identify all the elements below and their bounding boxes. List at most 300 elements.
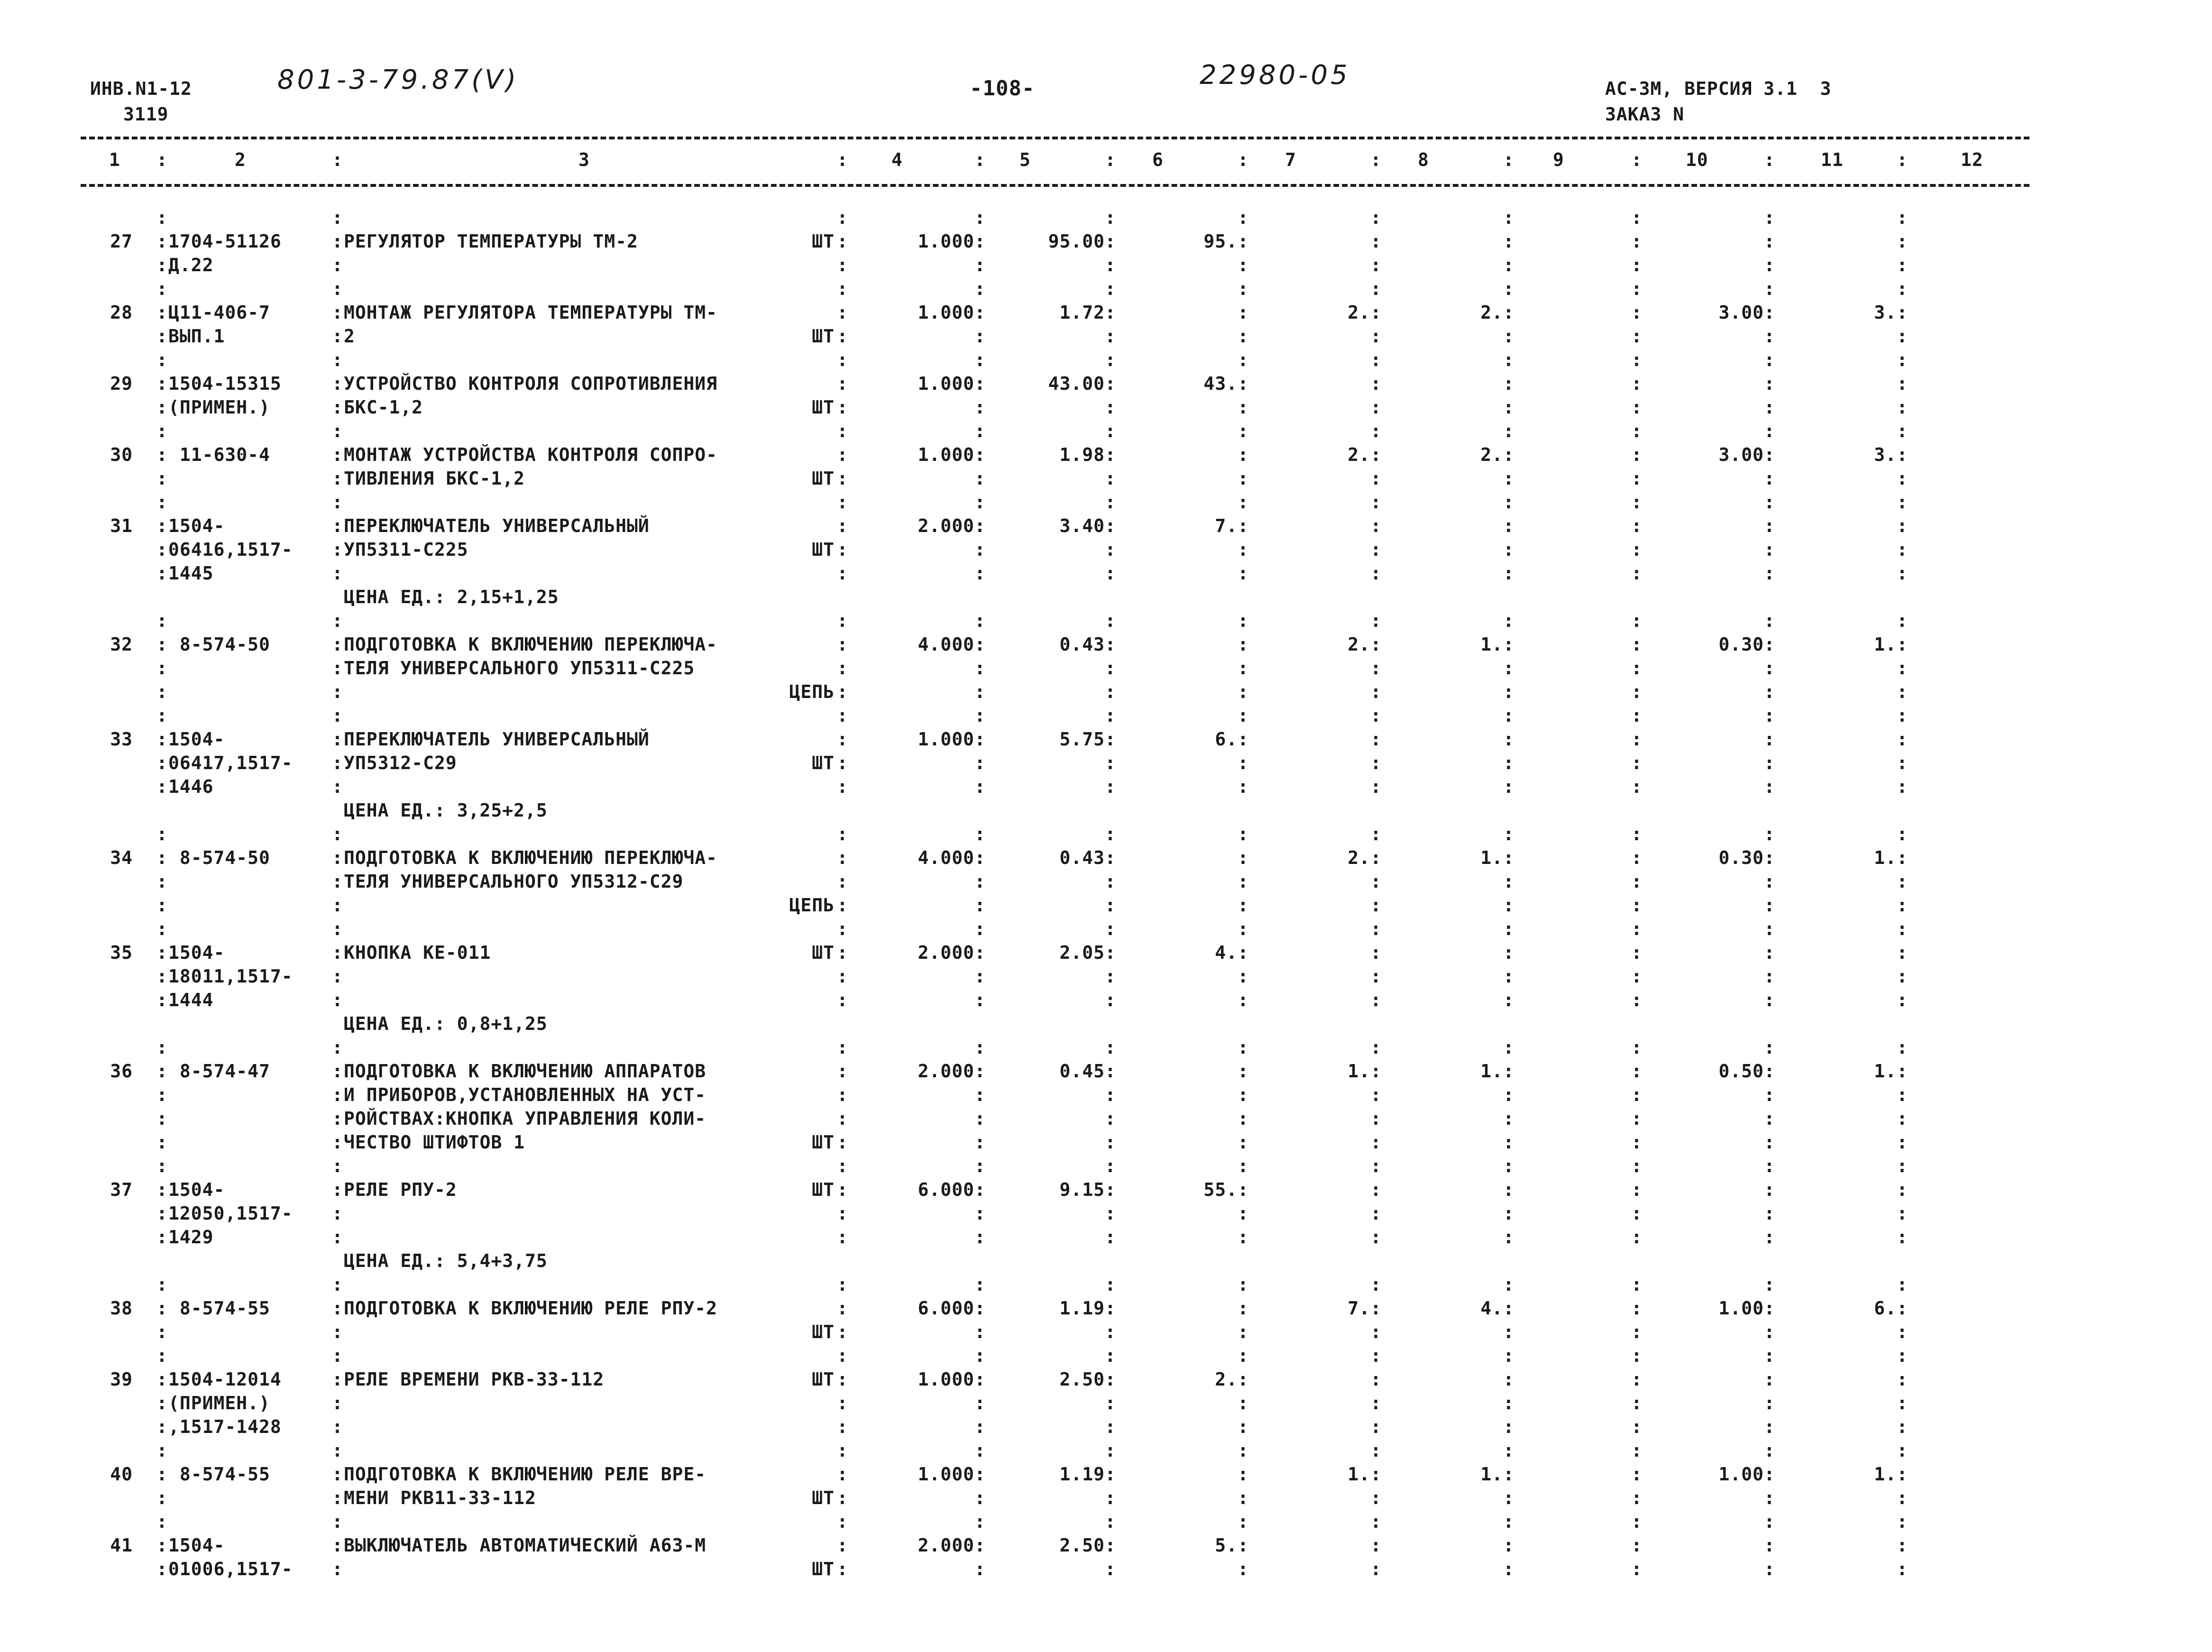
column-separator: : (332, 1179, 343, 1200)
quantity-value: 1.000 (918, 373, 974, 394)
column-separator: : (1897, 1487, 1908, 1508)
item-code: 18011,1517- (168, 966, 293, 987)
item-description: ВЫКЛЮЧАТЕЛЬ АВТОМАТИЧЕСКИЙ А63-М (344, 1535, 707, 1556)
column-separator: : (1764, 563, 1775, 584)
column-separator: : (974, 1345, 986, 1366)
column-separator: : (1503, 1274, 1514, 1295)
item-code: (ПРИМЕН.) (168, 397, 270, 418)
column-separator: : (1503, 1416, 1514, 1437)
column-header-5: 5 (1019, 149, 1031, 170)
column-separator: : (1631, 705, 1643, 726)
column-separator: : (1370, 1345, 1382, 1366)
column-separator: : (974, 492, 986, 513)
unit-label: ШТ (812, 753, 835, 773)
column-separator: : (1105, 1535, 1116, 1556)
column-separator: : (1503, 729, 1514, 750)
column-separator: : (1105, 468, 1116, 489)
quantity-value: 1.000 (918, 729, 974, 750)
quantity-value: 2.000 (918, 515, 974, 536)
item-description: ТЕЛЯ УНИВЕРСАЛЬНОГО УП5311-С225 (344, 658, 695, 679)
column-separator: : (1503, 515, 1514, 536)
item-code: 1504- (168, 729, 225, 750)
column-separator: : (1503, 468, 1514, 489)
column-separator: : (974, 610, 986, 631)
column-separator: : (1105, 515, 1116, 536)
column-separator: : (974, 847, 986, 868)
column-separator: : (1503, 1037, 1514, 1058)
column-separator: : (156, 1156, 168, 1176)
column-separator: : (1631, 681, 1643, 702)
column-separator: : (1105, 1274, 1116, 1295)
column-separator: : (1503, 255, 1514, 275)
column-separator: : (1764, 705, 1775, 726)
column-separator: : (1105, 1393, 1116, 1413)
column-separator: : (1764, 1416, 1775, 1437)
column-separator: : (1897, 539, 1908, 560)
column-separator: : (156, 349, 168, 370)
column-separator: : (1105, 1037, 1116, 1058)
column-separator: : (332, 1559, 343, 1579)
inventory-number: 3119 (123, 104, 169, 125)
column-separator: : (156, 1037, 168, 1058)
column-separator: : (1897, 918, 1908, 939)
column-separator: : (332, 1227, 343, 1248)
column-separator: : (1764, 326, 1775, 347)
column-separator: : (1764, 1393, 1775, 1413)
column-separator: : (1503, 492, 1514, 513)
column-separator: : (1238, 1369, 1249, 1390)
column-separator: : (156, 871, 168, 892)
unit-price-note: ЦЕНА ЕД.: 5,4+3,75 (344, 1250, 548, 1271)
column-separator: : (1897, 776, 1908, 797)
column-separator: : (332, 326, 343, 347)
item-description: ПОДГОТОВКА К ВКЛЮЧЕНИЮ ПЕРЕКЛЮЧА- (344, 634, 717, 655)
column-separator: : (156, 1132, 168, 1153)
column-separator: : (1764, 444, 1775, 465)
column-separator: : (1105, 990, 1116, 1010)
quantity-value: 6.000 (918, 1298, 974, 1319)
column-separator: : (1238, 444, 1249, 465)
column-separator: : (1503, 658, 1514, 679)
column-separator: : (1631, 255, 1643, 275)
column-separator: : (1764, 1108, 1775, 1129)
column-separator: : (1764, 515, 1775, 536)
column-separator: : (1764, 1559, 1775, 1579)
column-separator: : (1897, 1559, 1908, 1579)
column-separator: : (974, 753, 986, 773)
column-separator: : (1764, 966, 1775, 987)
item-code: 1504- (168, 1535, 225, 1556)
column-separator: : (1503, 610, 1514, 631)
column-separator: : (1897, 1535, 1908, 1556)
column-separator: : (1238, 1535, 1249, 1556)
row-number: 30 (110, 444, 133, 465)
col8-value: 1. (1480, 1464, 1503, 1485)
column-separator: : (1503, 207, 1514, 228)
column-separator: : (156, 1464, 168, 1485)
column-separator: : (156, 1274, 168, 1295)
column-separator: : (1105, 1322, 1116, 1342)
column-separator: : (1503, 444, 1514, 465)
column-separator: : (156, 942, 168, 963)
column-separator: : (1105, 539, 1116, 560)
column-separator: : (1631, 1440, 1643, 1461)
item-description: ПОДГОТОВКА К ВКЛЮЧЕНИЮ РЕЛЕ РПУ-2 (344, 1298, 717, 1319)
column-separator: : (837, 918, 848, 939)
column-separator: : (1238, 302, 1249, 323)
column-separator: : (1105, 1061, 1116, 1082)
total-cost-value: 7. (1215, 515, 1238, 536)
column-separator: : (1503, 1511, 1514, 1532)
column-separator: : (1370, 421, 1382, 441)
column-separator: : (332, 1369, 343, 1390)
column-separator: : (837, 776, 848, 797)
unit-price-value: 5.75 (1059, 729, 1105, 750)
column-separator: : (156, 207, 168, 228)
column-separator: : (1764, 302, 1775, 323)
column-separator: : (1764, 1511, 1775, 1532)
column-separator: : (837, 1440, 848, 1461)
column-separator: : (1105, 681, 1116, 702)
column-separator: : (1105, 1298, 1116, 1319)
column-separator: : (1238, 681, 1249, 702)
column-separator: : (974, 1416, 986, 1437)
col7-value: 2. (1348, 847, 1370, 868)
column-separator: : (1370, 729, 1382, 750)
column-separator: : (1238, 1487, 1249, 1508)
column-separator: : (837, 1203, 848, 1224)
column-separator: : (974, 373, 986, 394)
item-code: ВЫП.1 (168, 326, 225, 347)
column-separator: : (1631, 847, 1643, 868)
column-separator: : (837, 824, 848, 844)
column-separator: : (332, 539, 343, 560)
column-separator: : (156, 895, 168, 916)
col11-value: 1. (1874, 1464, 1897, 1485)
column-separator: : (837, 729, 848, 750)
column-separator: : (974, 1511, 986, 1532)
column-separator: : (1897, 966, 1908, 987)
total-cost-value: 95. (1203, 231, 1238, 252)
column-separator: : (974, 1061, 986, 1082)
col8-value: 1. (1480, 847, 1503, 868)
column-separator: : (1897, 515, 1908, 536)
column-separator: : (332, 847, 343, 868)
column-separator: : (1631, 1108, 1643, 1129)
item-description: ТЕЛЯ УНИВЕРСАЛЬНОГО УП5312-С29 (344, 871, 684, 892)
quantity-value: 1.000 (918, 1369, 974, 1390)
col10-value: 3.00 (1718, 302, 1764, 323)
column-separator: : (1631, 634, 1643, 655)
column-separator: : (1105, 729, 1116, 750)
column-separator: : (1764, 349, 1775, 370)
column-header-4: 4 (891, 149, 903, 170)
column-separator: : (837, 278, 848, 299)
column-separator: : (332, 1464, 343, 1485)
column-separator: : (1631, 871, 1643, 892)
column-separator: : (1503, 871, 1514, 892)
column-separator: : (1897, 681, 1908, 702)
column-separator: : (1370, 373, 1382, 394)
column-separator: : (837, 990, 848, 1010)
column-separator: : (332, 753, 343, 773)
column-separator: : (1370, 1535, 1382, 1556)
column-separator: : (1897, 753, 1908, 773)
column-separator: : (332, 634, 343, 655)
column-separator: : (1370, 847, 1382, 868)
column-separator: : (156, 847, 168, 868)
column-separator: : (1764, 1440, 1775, 1461)
column-separator: : (1631, 824, 1643, 844)
item-code: 1504-12014 (168, 1369, 282, 1390)
column-separator: : (1631, 1369, 1643, 1390)
unit-price-value: 1.98 (1059, 444, 1105, 465)
column-separator: : (1238, 871, 1249, 892)
column-separator: : (332, 397, 343, 418)
column-separator: : (1897, 1393, 1908, 1413)
col11-value: 3. (1874, 444, 1897, 465)
column-separator: : (1631, 302, 1643, 323)
column-separator: : (156, 1535, 168, 1556)
column-separator: : (1370, 681, 1382, 702)
column-separator: : (1370, 753, 1382, 773)
order-label: ЗАКАЗ N (1605, 104, 1685, 125)
column-separator: : (1503, 1369, 1514, 1390)
column-separator: : (156, 634, 168, 655)
column-separator: : (1631, 515, 1643, 536)
column-separator: : (1764, 397, 1775, 418)
column-separator: : (974, 1108, 986, 1129)
column-separator: : (1105, 1345, 1116, 1366)
column-separator: : (332, 468, 343, 489)
column-separator: : (1503, 681, 1514, 702)
column-separator: : (1370, 705, 1382, 726)
column-separator: : (1370, 1132, 1382, 1153)
column-separator: : (1764, 610, 1775, 631)
unit-label: ШТ (812, 1487, 835, 1508)
column-separator: : (837, 1322, 848, 1342)
column-separator: : (1238, 492, 1249, 513)
column-separator: : (1503, 990, 1514, 1010)
column-separator: : (1503, 1179, 1514, 1200)
column-separator: : (1764, 373, 1775, 394)
column-separator: : (156, 149, 168, 170)
column-separator: : (1105, 1132, 1116, 1153)
column-separator: : (156, 1179, 168, 1200)
column-separator: : (1370, 563, 1382, 584)
column-separator: : (1631, 1535, 1643, 1556)
column-separator: : (332, 1156, 343, 1176)
column-separator: : (837, 468, 848, 489)
unit-label: ШТ (812, 1132, 835, 1153)
column-separator: : (156, 1416, 168, 1437)
column-separator: : (1503, 1559, 1514, 1579)
column-separator: : (1105, 492, 1116, 513)
column-separator: : (1238, 278, 1249, 299)
col8-value: 2. (1480, 302, 1503, 323)
column-separator: : (974, 1227, 986, 1248)
total-cost-value: 6. (1215, 729, 1238, 750)
column-separator: : (1238, 776, 1249, 797)
stamp-number: 22980-05 (1200, 60, 1350, 91)
column-separator: : (974, 990, 986, 1010)
column-separator: : (332, 824, 343, 844)
column-separator: : (1631, 610, 1643, 631)
column-separator: : (156, 824, 168, 844)
unit-price-value: 2.50 (1059, 1535, 1105, 1556)
column-separator: : (332, 871, 343, 892)
column-separator: : (974, 1037, 986, 1058)
column-separator: : (1105, 658, 1116, 679)
column-separator: : (156, 1369, 168, 1390)
column-separator: : (1238, 1440, 1249, 1461)
column-separator: : (1370, 1511, 1382, 1532)
column-separator: : (837, 705, 848, 726)
column-separator: : (1238, 1322, 1249, 1342)
row-number: 39 (110, 1369, 133, 1390)
column-separator: : (1897, 871, 1908, 892)
column-separator: : (1503, 302, 1514, 323)
column-separator: : (156, 302, 168, 323)
column-separator: : (1238, 421, 1249, 441)
row-number: 38 (110, 1298, 133, 1319)
column-separator: : (1764, 255, 1775, 275)
column-separator: : (1370, 278, 1382, 299)
column-separator: : (1631, 1345, 1643, 1366)
column-separator: : (1503, 349, 1514, 370)
column-separator: : (1238, 990, 1249, 1010)
column-separator: : (1105, 824, 1116, 844)
column-separator: : (974, 1369, 986, 1390)
column-separator: : (974, 207, 986, 228)
row-number: 37 (110, 1179, 133, 1200)
column-separator: : (156, 1298, 168, 1319)
column-separator: : (1897, 397, 1908, 418)
column-separator: : (974, 824, 986, 844)
column-separator: : (1764, 1535, 1775, 1556)
column-separator: : (1503, 634, 1514, 655)
column-separator: : (332, 1108, 343, 1129)
column-separator: : (1631, 895, 1643, 916)
column-separator: : (1238, 1132, 1249, 1153)
item-code: 1504-15315 (168, 373, 282, 394)
column-separator: : (1105, 966, 1116, 987)
column-separator: : (837, 1487, 848, 1508)
column-separator: : (1631, 397, 1643, 418)
column-separator: : (1238, 1274, 1249, 1295)
column-separator: : (332, 705, 343, 726)
column-separator: : (332, 729, 343, 750)
column-separator: : (837, 1084, 848, 1105)
item-description: ПЕРЕКЛЮЧАТЕЛЬ УНИВЕРСАЛЬНЫЙ (344, 729, 650, 750)
column-separator: : (1370, 1322, 1382, 1342)
column-separator: : (156, 1487, 168, 1508)
column-separator: : (1503, 326, 1514, 347)
item-description: ПОДГОТОВКА К ВКЛЮЧЕНИЮ ПЕРЕКЛЮЧА- (344, 847, 717, 868)
column-separator: : (1764, 278, 1775, 299)
col8-value: 2. (1480, 444, 1503, 465)
column-separator: : (1105, 1464, 1116, 1485)
unit-label: ШТ (812, 1322, 835, 1342)
column-separator: : (1631, 421, 1643, 441)
row-number: 36 (110, 1061, 133, 1082)
column-separator: : (837, 681, 848, 702)
column-separator: : (1764, 492, 1775, 513)
column-separator: : (837, 1298, 848, 1319)
unit-price-value: 1.19 (1059, 1298, 1105, 1319)
column-separator: : (974, 1535, 986, 1556)
column-separator: : (1370, 1179, 1382, 1200)
column-separator: : (1238, 658, 1249, 679)
column-separator: : (837, 397, 848, 418)
column-separator: : (332, 990, 343, 1010)
column-separator: : (1764, 231, 1775, 252)
column-separator: : (974, 539, 986, 560)
item-code: 1504- (168, 942, 225, 963)
col7-value: 2. (1348, 302, 1370, 323)
column-separator: : (1897, 1061, 1908, 1082)
column-separator: : (1370, 1227, 1382, 1248)
column-separator: : (1503, 231, 1514, 252)
column-separator: : (156, 1203, 168, 1224)
column-separator: : (974, 918, 986, 939)
column-separator: : (1238, 705, 1249, 726)
column-separator: : (1238, 207, 1249, 228)
column-separator: : (1897, 1108, 1908, 1129)
column-separator: : (1238, 349, 1249, 370)
column-separator: : (837, 207, 848, 228)
unit-label: ШТ (812, 942, 835, 963)
column-separator: : (1370, 1203, 1382, 1224)
column-separator: : (837, 492, 848, 513)
column-separator: : (1764, 871, 1775, 892)
column-separator: : (837, 1393, 848, 1413)
quantity-value: 2.000 (918, 942, 974, 963)
column-separator: : (156, 705, 168, 726)
column-separator: : (837, 753, 848, 773)
column-separator: : (974, 1084, 986, 1105)
column-separator: : (837, 1559, 848, 1579)
column-separator: : (837, 515, 848, 536)
column-separator: : (1631, 207, 1643, 228)
column-separator: : (1503, 1061, 1514, 1082)
column-separator: : (1238, 149, 1249, 170)
column-separator: : (1370, 349, 1382, 370)
column-separator: : (156, 1227, 168, 1248)
column-separator: : (1370, 1393, 1382, 1413)
column-separator: : (1105, 1440, 1116, 1461)
column-separator: : (1238, 1227, 1249, 1248)
column-separator: : (1897, 1274, 1908, 1295)
column-separator: : (1370, 658, 1382, 679)
column-separator: : (1897, 942, 1908, 963)
column-separator: : (974, 1464, 986, 1485)
column-separator: : (1370, 1108, 1382, 1129)
column-separator: : (1897, 1132, 1908, 1153)
column-separator: : (1897, 1298, 1908, 1319)
column-separator: : (1897, 895, 1908, 916)
column-separator: : (837, 1132, 848, 1153)
column-separator: : (1631, 278, 1643, 299)
column-separator: : (156, 539, 168, 560)
column-separator: : (1105, 776, 1116, 797)
column-separator: : (1631, 1061, 1643, 1082)
column-separator: : (1370, 207, 1382, 228)
column-separator: : (1105, 918, 1116, 939)
column-separator: : (1238, 1511, 1249, 1532)
column-separator: : (1503, 1156, 1514, 1176)
column-separator: : (1503, 1203, 1514, 1224)
